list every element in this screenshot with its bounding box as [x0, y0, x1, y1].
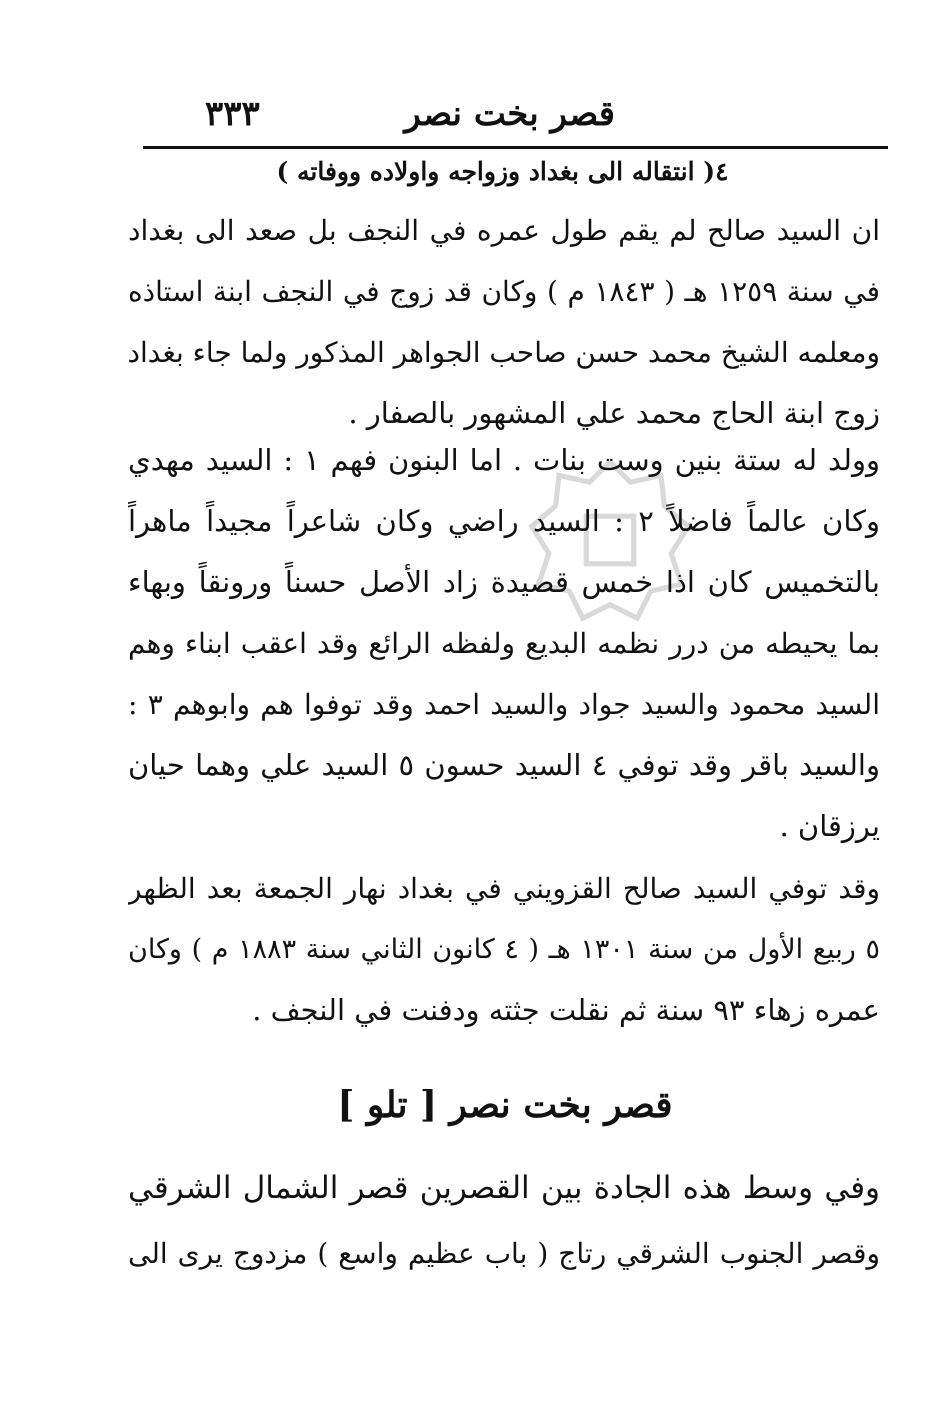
- header-rule: [143, 146, 888, 149]
- text-line: وفي وسط هذه الجادة بين القصرين قصر الشمال الشرقي: [128, 1170, 880, 1206]
- page-number: ٣٣٣: [205, 94, 260, 134]
- text-line: السيد محمود والسيد جواد والسيد احمد وقد توفوا هم وابوهم ٣ :: [128, 688, 880, 721]
- text-line: عمره زهاء ٩٣ سنة ثم نقلت جثته ودفنت في النجف .: [252, 993, 880, 1027]
- text-line: والسيد باقر وقد توفي ٤ السيد حسون ٥ السيد علي وهما حيان: [128, 748, 880, 782]
- text-line: بما يحيطه من درر نظمه البديع ولفظه الرائع وقد اعقب ابناء وهم: [128, 627, 880, 660]
- text-line: زوج ابنة الحاج محمد علي المشهور بالصفار .: [348, 396, 880, 430]
- header-title: قصر بخت نصر: [404, 94, 615, 134]
- text-line: ومعلمه الشيخ محمد حسن صاحب الجواهر المذكور ولما جاء بغداد: [128, 336, 880, 369]
- text-line: بالتخميس كان اذا خمس قصيدة زاد الأصل حسناً ورونقاً وبهاء: [128, 565, 880, 599]
- running-header: [145, 88, 885, 140]
- paragraph-2: [128, 430, 880, 857]
- section-subheading: ٤( انتقاله الى بغداد وزواجه واولاده ووفاته ): [276, 157, 729, 186]
- text-line: ٥ ربيع الأول من سنة ١٣٠١ هـ ( ٤ كانون الثاني سنة ١٨٨٣ م ) وكان: [128, 934, 880, 965]
- text-line: وكان عالماً فاضلاً ٢ : السيد راضي وكان شاعراً مجيداً ماهراً: [128, 504, 880, 538]
- text-line: وقصر الجنوب الشرقي رتاج ( باب عظيم واسع ) مزدوج يرى الى: [128, 1237, 880, 1270]
- section-paragraph: [128, 1155, 880, 1287]
- text-line: ان السيد صالح لم يقم طول عمره في النجف بل صعد الى بغداد: [128, 214, 880, 247]
- text-line: وولد له ستة بنين وست بنات . اما البنون فهم ١ : السيد مهدي: [128, 443, 880, 477]
- text-line: في سنة ١٢٥٩ هـ ( ١٨٤٣ م ) وكان قد زوج في النجف ابنة استاذه: [128, 275, 880, 308]
- text-line: يرزقان .: [779, 809, 880, 843]
- section-title: قصر بخت نصر [ تلو ]: [337, 1084, 673, 1126]
- text-line: وقد توفي السيد صالح القزويني في بغداد نهار الجمعة بعد الظهر: [128, 872, 880, 905]
- paragraph-1: [128, 200, 880, 444]
- paragraph-3: [128, 858, 880, 1041]
